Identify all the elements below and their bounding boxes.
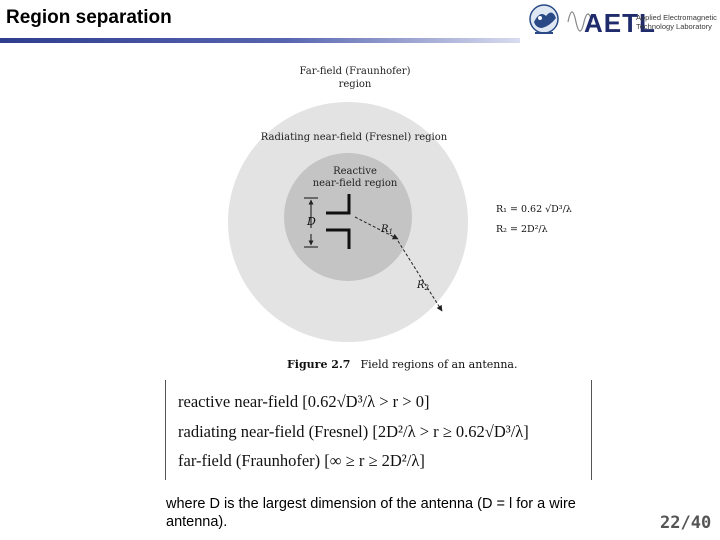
r1-label: $R_1$: [381, 224, 393, 236]
radiating-region-label: Radiating near-field (Fresnel) region: [260, 132, 448, 143]
far-field-label-line2: region: [338, 79, 372, 90]
reactive-label-line2: near-field region: [312, 178, 398, 189]
far-field-formula: far-field (Fraunhofer) [∞ ≥ r ≥ 2D²/λ]: [178, 451, 425, 470]
radiating-formula: radiating near-field (Fresnel) [2D²/λ > r ≥ 0.62√D³/λ]: [178, 422, 529, 441]
r2-equation: R₂ = 2D²/λ: [496, 224, 548, 235]
page-number: 22/40: [660, 513, 712, 533]
antenna-dimension-note: where D is the largest dimension of the antenna (D = l for a wire antenna).: [166, 496, 576, 530]
figure-caption: Figure 2.7 Field regions of an antenna.: [287, 358, 518, 371]
reactive-label-line1: Reactive: [333, 166, 377, 177]
formula-box: [165, 380, 592, 480]
lab-subtitle-line2: Technology Laboratory: [636, 22, 712, 31]
slide-title: Region separation: [6, 7, 172, 28]
r2-label: $R_2$: [417, 280, 429, 292]
reactive-formula: reactive near-field [0.62√D³/λ > r > 0]: [178, 392, 430, 411]
lab-subtitle-line1: Applied Electromagnetic: [636, 13, 717, 22]
far-field-label-line1: Far-field (Fraunhofer): [299, 66, 411, 77]
d-label: D: [307, 215, 316, 228]
r1-equation: R₁ = 0.62 √D³/λ: [496, 204, 572, 215]
lab-acronym: AETL: [584, 8, 656, 38]
